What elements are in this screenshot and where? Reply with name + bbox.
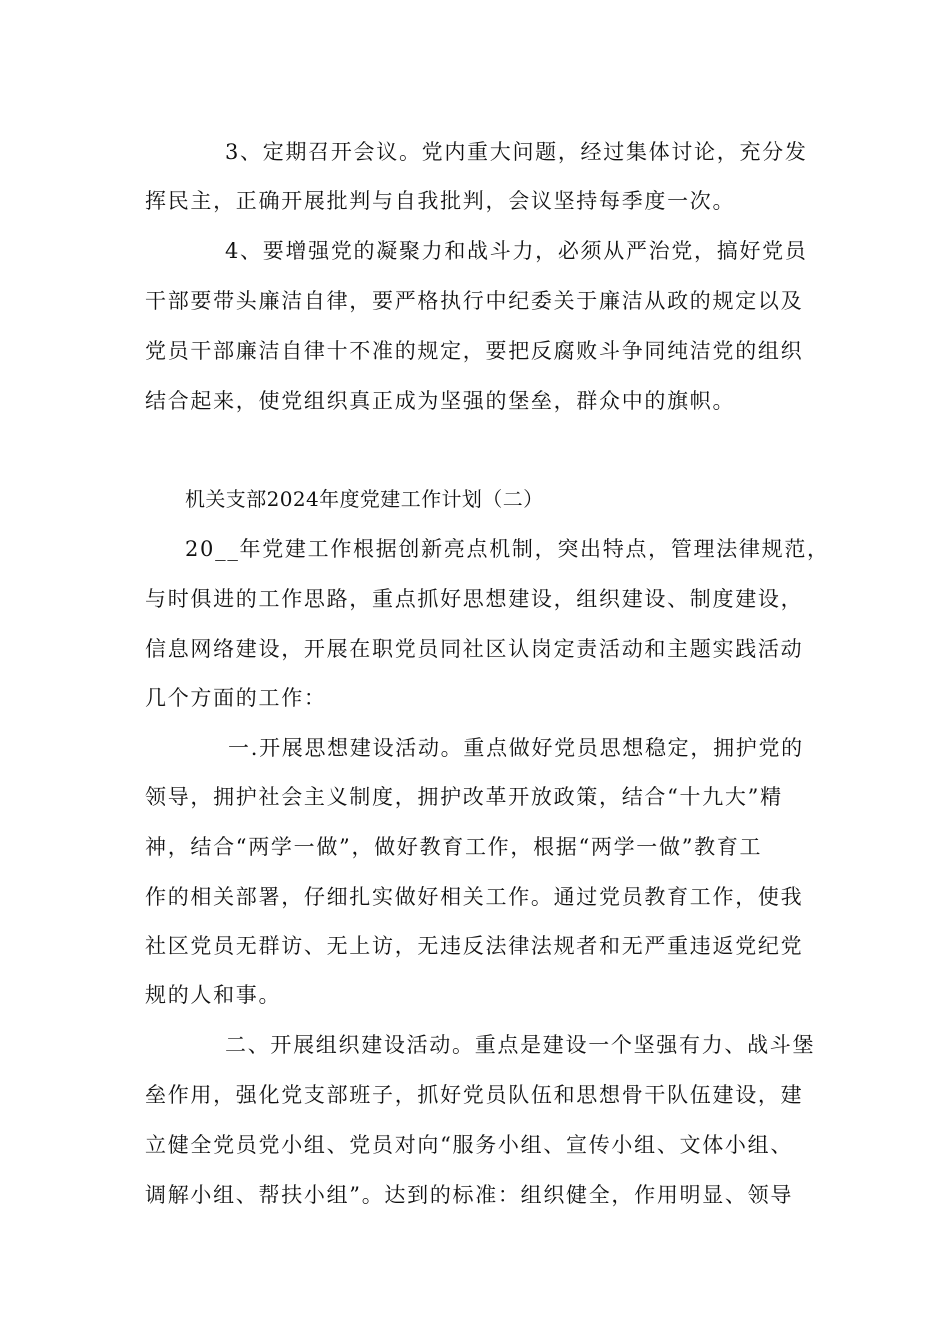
paragraph-line: 一.开展思想建设活动。重点做好党员思想稳定，拥护党的 (228, 736, 804, 760)
paragraph-line: 立健全党员党小组、党员对向“服务小组、宣传小组、文体小组、 (145, 1133, 794, 1157)
paragraph-line: 20__年党建工作根据创新亮点机制，突出特点，管理法律规范， (185, 537, 830, 561)
paragraph-line: 信息网络建设，开展在职党员同社区认岗定责活动和主题实践活动 (145, 637, 804, 661)
paragraph-line: 规的人和事。 (145, 983, 282, 1007)
paragraph-line: 调解小组、帮扶小组”。达到的标准：组织健全，作用明显、领导 (145, 1183, 794, 1207)
section-title: 机关支部2024年度党建工作计划（二） (185, 487, 544, 511)
paragraph-line: 与时俱进的工作思路，重点抓好思想建设，组织建设、制度建设， (145, 587, 804, 611)
paragraph-line: 结合起来，使党组织真正成为坚强的堡垒，群众中的旗帜。 (145, 389, 736, 413)
paragraph-line: 干部要带头廉洁自律，要严格执行中纪委关于廉洁从政的规定以及 (145, 289, 804, 313)
paragraph-line: 二、开展组织建设活动。重点是建设一个坚强有力、战斗堡 (225, 1033, 816, 1057)
paragraph-line: 3、定期召开会议。党内重大问题，经过集体讨论，充分发 (225, 140, 808, 164)
paragraph-line: 挥民主，正确开展批判与自我批判，会议坚持每季度一次。 (145, 189, 736, 213)
paragraph-line: 党员干部廉洁自律十不准的规定，要把反腐败斗争同纯洁党的组织 (145, 339, 804, 363)
paragraph-line: 作的相关部署，仔细扎实做好相关工作。通过党员教育工作，使我 (145, 885, 804, 909)
paragraph-line: 社区党员无群访、无上访，无违反法律法规者和无严重违返党纪党 (145, 934, 804, 958)
paragraph-line: 神，结合“两学一做”，做好教育工作，根据“两学一做”教育工 (145, 835, 763, 859)
paragraph-line: 几个方面的工作： (145, 686, 327, 710)
paragraph-line: 领导，拥护社会主义制度，拥护改革开放政策，结合“十九大”精 (145, 785, 783, 809)
paragraph-line: 4、要增强党的凝聚力和战斗力，必须从严治党，搞好党员 (225, 239, 808, 263)
paragraph-line: 垒作用，强化党支部班子，抓好党员队伍和思想骨干队伍建设，建 (145, 1083, 804, 1107)
